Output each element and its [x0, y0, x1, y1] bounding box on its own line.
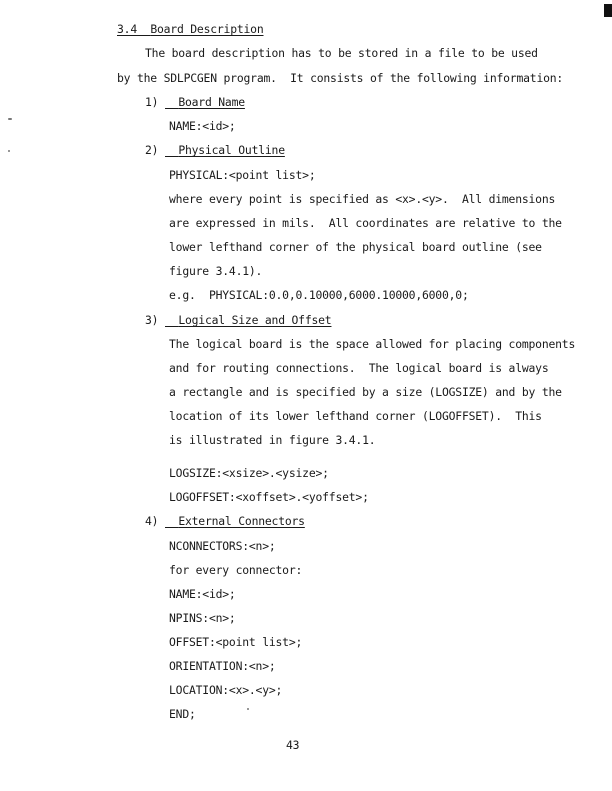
item-line: is illustrated in figure 3.4.1.	[169, 433, 376, 447]
item-line: are expressed in mils. All coordinates are relative to the	[169, 216, 562, 230]
item-line: for every connector:	[169, 563, 303, 577]
item-line: NAME:<id>;	[169, 587, 236, 601]
item-line: LOCATION:<x>.<y>;	[169, 683, 283, 697]
item-number: 3)	[145, 313, 159, 327]
item-line: NCONNECTORS:<n>;	[169, 539, 276, 553]
item-line: PHYSICAL:<point list>;	[169, 168, 316, 182]
intro-line: by the SDLPCGEN program. It consists of the following information:	[117, 71, 564, 85]
item-number: 1)	[145, 95, 159, 109]
item-line: LOGOFFSET:<xoffset>.<yoffset>;	[169, 490, 369, 504]
item-line: LOGSIZE:<xsize>.<ysize>;	[169, 466, 329, 480]
item-line: NPINS:<n>;	[169, 611, 236, 625]
item-heading-physical-outline	[145, 143, 285, 157]
item-line: OFFSET:<point list>;	[169, 635, 303, 649]
item-line: ORIENTATION:<n>;	[169, 659, 276, 673]
item-line: a rectangle and is specified by a size (LOGSIZE) and by the	[169, 385, 562, 399]
item-heading-board-name	[145, 95, 245, 109]
item-line: location of its lower lefthand corner (LOGOFFSET). This	[169, 409, 542, 423]
item-line: END;	[169, 707, 196, 721]
item-line: and for routing connections. The logical board is always	[169, 361, 549, 375]
scan-corner-mark	[604, 4, 612, 17]
item-line: The logical board is the space allowed for placing components	[169, 337, 576, 351]
section-title: Board Description	[150, 22, 264, 36]
intro-line: The board description has to be stored in a file to be used	[145, 46, 538, 60]
scan-speck	[8, 150, 10, 152]
item-title: Logical Size and Offset	[178, 313, 332, 327]
scan-speck	[8, 118, 12, 120]
item-heading-external-connectors	[145, 514, 305, 528]
item-line: NAME:<id>;	[169, 119, 236, 133]
item-heading-logical-size	[145, 313, 331, 327]
scan-speck	[247, 708, 249, 710]
item-line: lower lefthand corner of the physical board outline (see	[169, 240, 542, 254]
item-title: Board Name	[178, 95, 245, 109]
section-heading	[117, 22, 264, 36]
item-number: 2)	[145, 143, 159, 157]
item-title: External Connectors	[178, 514, 305, 528]
item-line: where every point is specified as <x>.<y>. All dimensions	[169, 192, 556, 206]
page-number: 43	[286, 738, 300, 752]
section-number: 3.4	[117, 22, 137, 36]
item-line: figure 3.4.1).	[169, 264, 263, 278]
item-number: 4)	[145, 514, 159, 528]
item-example-line: e.g. PHYSICAL:0.0,0.10000,6000.10000,6000,0;	[169, 288, 469, 302]
item-title: Physical Outline	[178, 143, 285, 157]
